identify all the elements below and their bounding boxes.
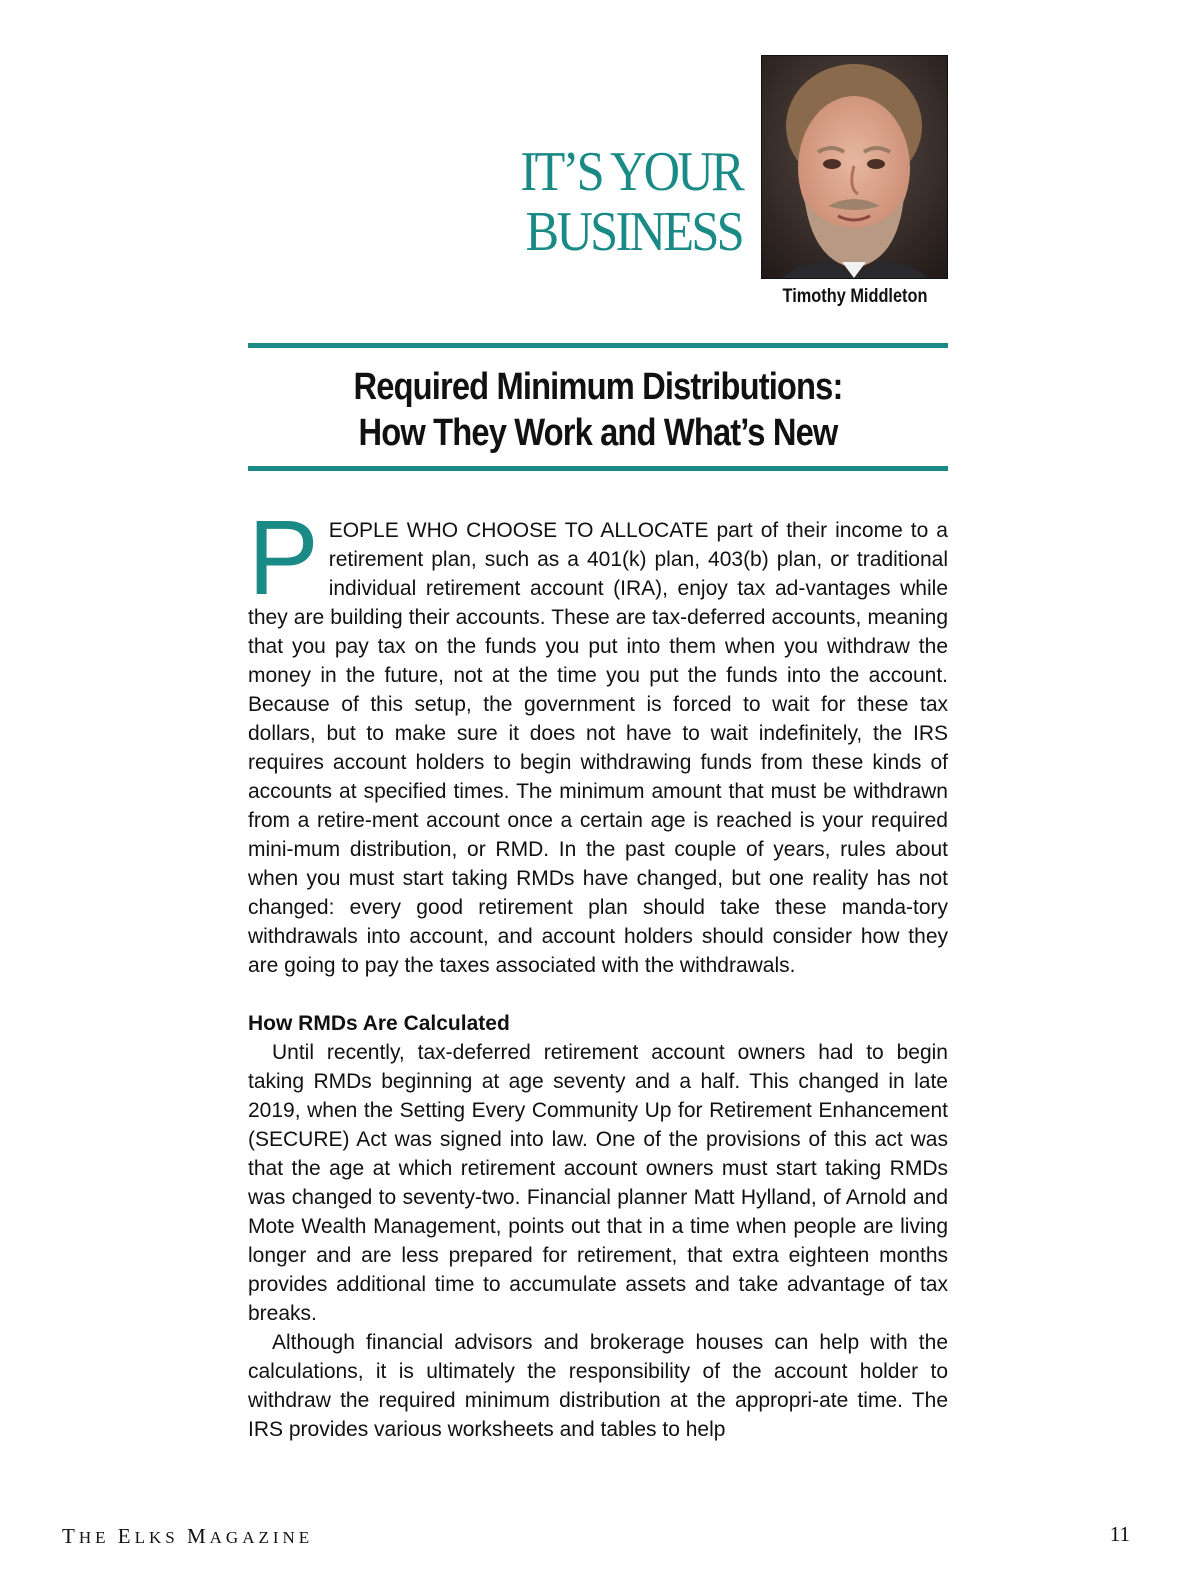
paragraph-responsibility: Although financial advisors and brokerage houses can help with the calculations, it is ultimately the responsibility of the account holder to withdraw the required minimum distribution at the appropri-ate time. The IRS provides various worksheets and tables to help (248, 1331, 948, 1441)
magazine-name (62, 1524, 313, 1549)
article-body (248, 499, 948, 1444)
lead-in-text: EOPLE WHO CHOOSE TO ALLOCATE (328, 519, 709, 542)
headline-line2: How They Work and What’s New (358, 412, 838, 454)
magazine-name-cap-m: M (186, 1524, 210, 1548)
headline-bottom-rule (248, 466, 948, 471)
section-heading: How RMDs Are Calculated (248, 1012, 510, 1035)
paragraph-intro-text: part of their income to a retirement plan, such as a 401(k) plan, 403(b) plan, or traditional individual retirement account (IRA), enjoy tax ad-vantages while they are building their accounts. These are tax-deferred accounts, meaning that you pay tax on the funds you put into them when you withdraw the money in the future, not at the time you put the funds into the account. Because of this setup, the government is forced to wait for these tax dollars, but to make sure it does not have to wait indefinitely, the IRS requires account holders to begin withdrawing funds from these kinds of accounts at specified times. The minimum amount that must be withdrawn from a retire-ment account once a certain age is reached is your required mini-mum distribution, or RMD. In the past couple of years, rules about when you must start taking RMDs have changed, but one reality has not changed: every good retirement plan should take these manda-tory withdrawals into account, and account holders should consider how they are going to pay the taxes associated with the withdrawals. (248, 519, 948, 977)
page-number: 11 (1109, 1522, 1130, 1546)
headline-top-rule (248, 343, 948, 348)
drop-cap: P (248, 499, 319, 617)
magazine-name-lks: LKS (134, 1528, 187, 1547)
magazine-name-agazine: AGAZINE (209, 1528, 314, 1547)
column-logo-line1: IT’S YOUR (520, 141, 742, 203)
magazine-name-he: HE (78, 1528, 118, 1547)
magazine-name-cap-e: E (117, 1524, 135, 1548)
headline-line1: Required Minimum Distributions: (353, 366, 843, 408)
column-logo-line2: BUSINESS (525, 201, 742, 263)
magazine-name-cap-t: T (62, 1524, 79, 1548)
author-portrait-image (762, 56, 947, 278)
paragraph-rmd-history: Until recently, tax-deferred retirement account owners had to begin taking RMDs beginning at age seventy and a half. This changed in late 2019, when the Setting Every Community Up for Retirement Enhancement (SECURE) Act was signed into law. One of the provisions of this act was that the age at which retirement account owners must start taking RMDs was changed to seventy-two. Financial planner Matt Hylland, of Arnold and Mote Wealth Management, points out that in a time when people are living longer and are less prepared for retirement, that extra eighteen months provides additional time to accumulate assets and take advantage of tax breaks. (248, 1041, 948, 1325)
column-logo (515, 142, 742, 262)
paragraph-intro (248, 499, 948, 980)
article-headline (248, 364, 948, 456)
author-name: Timothy Middleton (782, 286, 928, 307)
author-photo (761, 55, 948, 279)
